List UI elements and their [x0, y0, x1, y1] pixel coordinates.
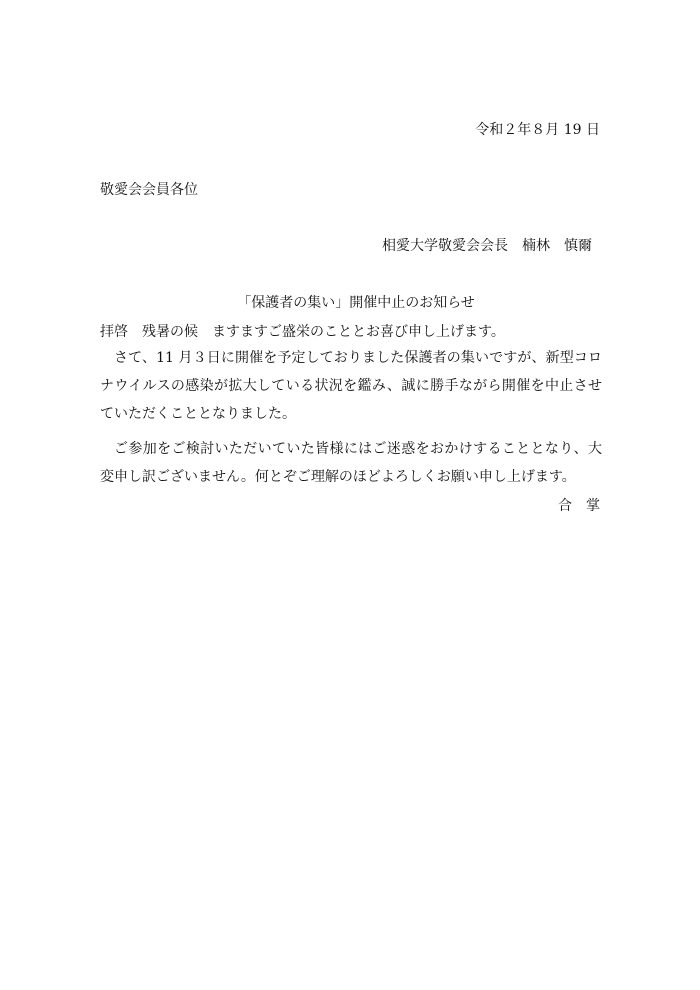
document-title: 「保護者の集い」開催中止のお知らせ — [237, 295, 475, 311]
sender: 相愛大学敬愛会会長 楠林 慎爾 — [382, 238, 592, 254]
closing: 合 掌 — [558, 498, 600, 514]
addressee: 敬愛会会員各位 — [100, 182, 198, 198]
body-paragraph: ご参加をご検討いただいていた皆様にはご迷惑をおかけすることとなり、大変申し訳ございません。何とぞご理解のほどよろしくお願い申し上げます。 — [100, 441, 602, 485]
body-paragraph: さて、11 月３日に開催を予定しておりました保護者の集いですが、新型コロナウイルスの感染が拡大している状況を鑑み、誠に勝手ながら開催を中止させていただくこととなりました。 — [100, 350, 602, 422]
greeting: 拝啓 残暑の候 ますますご盛栄のこととお喜び申し上げます。 — [100, 324, 505, 340]
document-date: 令和２年８月 19 日 — [475, 122, 600, 138]
